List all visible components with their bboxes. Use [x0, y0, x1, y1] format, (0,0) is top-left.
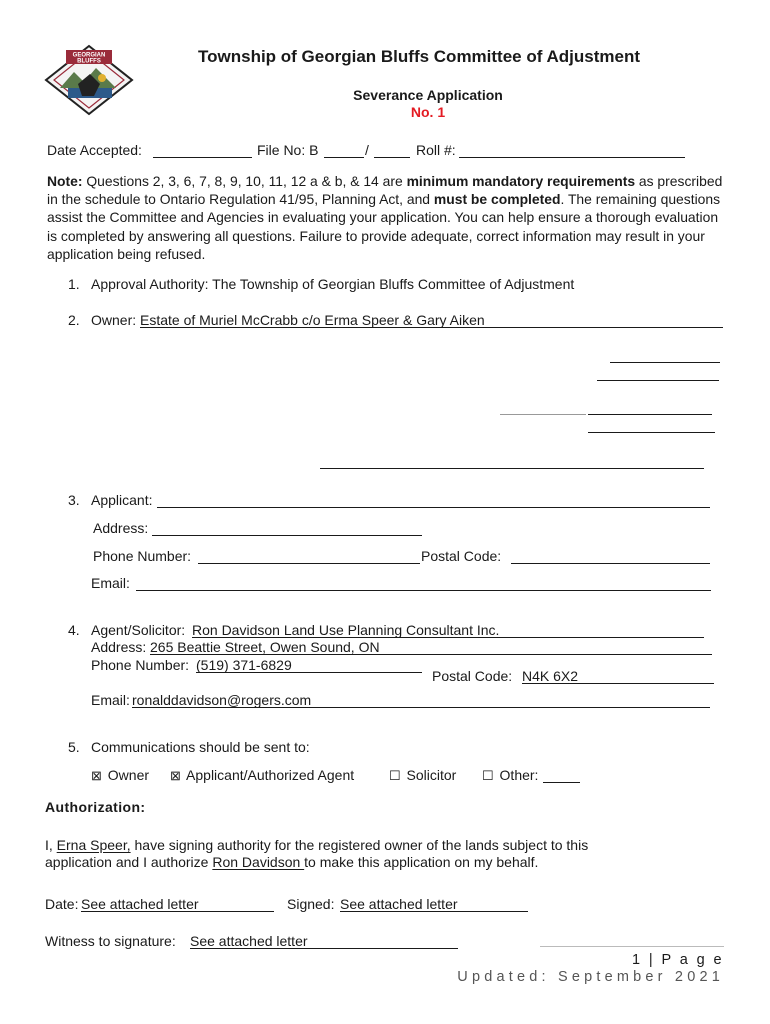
agent-postal-label: Postal Code: — [432, 668, 513, 684]
auth-line2-suffix: to make this application on my behalf. — [304, 854, 539, 870]
note-text-1: Questions 2, 3, 6, 7, 8, 9, 10, 11, 12 a & b, & 14 are — [82, 173, 407, 189]
applicant-address-label: Address: — [93, 520, 149, 536]
option-other[interactable] — [482, 767, 538, 784]
logo-text-top: GEORGIAN — [72, 52, 106, 59]
page-title: Township of Georgian Bluffs Committee of Adjustment — [198, 47, 640, 66]
date-accepted-field[interactable] — [153, 157, 252, 158]
owner-checkbox[interactable]: ⊠ — [91, 768, 102, 783]
option-applicant-agent[interactable] — [170, 767, 354, 784]
owner-label: Owner: — [91, 312, 137, 328]
date-label: Date: — [45, 896, 79, 912]
page-number: 1 | P a g e — [632, 952, 724, 968]
footer-divider — [540, 946, 724, 947]
applicant-email-field[interactable] — [136, 590, 711, 591]
applicant-label: Applicant: — [91, 492, 153, 508]
option-owner[interactable] — [91, 767, 149, 784]
option-solicitor[interactable] — [389, 767, 456, 784]
agent-email-value: ronalddavidson@rogers.com — [132, 692, 312, 708]
note-label: Note: — [47, 173, 83, 189]
owner-extra-line-4[interactable] — [588, 432, 715, 433]
roll-field[interactable] — [459, 157, 685, 158]
other-field[interactable] — [543, 782, 580, 783]
other-option-label: Other: — [499, 767, 539, 783]
applicant-address-field[interactable] — [152, 535, 422, 536]
auth-line2-prefix: application and I authorize — [45, 854, 213, 870]
authorization-line-2 — [45, 854, 538, 870]
owner-value: Estate of Muriel McCrabb c/o Erma Speer & Gary Aiken — [140, 312, 485, 328]
agent-email-field[interactable] — [132, 707, 710, 708]
signed-field[interactable] — [340, 911, 528, 912]
note-bold-1: minimum mandatory requirements — [406, 173, 636, 189]
agent-label: Agent/Solicitor: — [91, 622, 186, 638]
agent-value: Ron Davidson Land Use Planning Consultant Inc. — [192, 622, 500, 638]
note-bold-2: must be completed — [433, 191, 561, 208]
roll-label: Roll #: — [416, 142, 456, 158]
updated-date: Updated: September 2021 — [457, 969, 724, 985]
note-text-3: . The remaining questions assist the Committee and Agencies in evaluating your application. You can help ensure a thorough evaluation is completed by answering all questions. Failure to provide adequate, correct information may result in your application being refused. — [47, 191, 721, 262]
agent-phone-value: (519) 371-6829 — [196, 657, 292, 673]
q3-number: 3. — [68, 492, 80, 508]
agent-address-field[interactable] — [150, 654, 712, 655]
q5-text: Communications should be sent to: — [91, 739, 310, 755]
owner-extra-line-3a[interactable] — [500, 414, 586, 415]
date-field[interactable] — [81, 911, 274, 912]
owner-option-label: Owner — [107, 767, 150, 783]
q1-text: Approval Authority: The Township of Georgian Bluffs Committee of Adjustment — [91, 276, 575, 292]
applicant-phone-label: Phone Number: — [93, 548, 192, 564]
authorizer-name: Erna Speer, — [56, 837, 131, 853]
applicant-phone-field[interactable] — [198, 563, 420, 564]
q5-number: 5. — [68, 739, 80, 755]
note-paragraph — [47, 172, 727, 263]
applicant-postal-label: Postal Code: — [421, 548, 502, 564]
date-accepted-label: Date Accepted: — [47, 142, 142, 158]
signed-label: Signed: — [287, 896, 335, 912]
witness-value: See attached letter — [190, 933, 308, 949]
witness-field[interactable] — [190, 948, 458, 949]
owner-extra-line-1[interactable] — [610, 362, 720, 363]
application-number: No. 1 — [410, 104, 446, 120]
owner-extra-line-5[interactable] — [320, 468, 704, 469]
file-no-field-a[interactable] — [324, 157, 364, 158]
authorization-heading: Authorization: — [45, 799, 146, 815]
agent-postal-field[interactable] — [522, 683, 714, 684]
solicitor-option-label: Solicitor — [406, 767, 457, 783]
application-subtitle: Severance Application — [353, 87, 503, 103]
owner-extra-line-2[interactable] — [597, 380, 719, 381]
applicant-field[interactable] — [157, 507, 710, 508]
q2-number: 2. — [68, 312, 80, 328]
authorization-line-1 — [45, 837, 588, 853]
signed-value: See attached letter — [340, 896, 458, 912]
note-text-2: as prescribed in the schedule to Ontario Regulation 41/95, Planning Act, and — [47, 173, 723, 208]
other-checkbox[interactable]: ☐ — [482, 768, 494, 783]
agent-address-value: 265 Beattie Street, Owen Sound, ON — [150, 639, 380, 655]
owner-extra-line-3b[interactable] — [588, 414, 712, 415]
agent-email-label: Email: — [91, 692, 130, 708]
q1-number: 1. — [68, 276, 80, 292]
auth-line1-suffix: have signing authority for the registered owner of the lands subject to this — [130, 837, 589, 853]
authorized-agent-name: Ron Davidson — [212, 854, 305, 870]
agent-phone-label: Phone Number: — [91, 657, 190, 673]
agent-field[interactable] — [192, 637, 704, 638]
file-no-field-b[interactable] — [374, 157, 410, 158]
q4-number: 4. — [68, 622, 80, 638]
applicant-agent-option-label: Applicant/Authorized Agent — [186, 767, 355, 783]
applicant-postal-field[interactable] — [511, 563, 710, 564]
applicant-agent-checkbox[interactable]: ⊠ — [170, 768, 181, 783]
file-no-label: File No: B — [257, 142, 319, 158]
owner-field[interactable] — [140, 327, 723, 328]
applicant-email-label: Email: — [91, 575, 130, 591]
solicitor-checkbox[interactable]: ☐ — [389, 768, 401, 783]
file-no-slash: / — [365, 142, 369, 158]
agent-address-label: Address: — [91, 639, 147, 655]
witness-label: Witness to signature: — [45, 933, 176, 949]
agent-postal-value: N4K 6X2 — [522, 668, 579, 684]
date-value: See attached letter — [81, 896, 199, 912]
auth-line1-prefix: I, — [45, 837, 57, 853]
logo-text-bottom: BLUFFS — [77, 58, 101, 65]
agent-phone-field[interactable] — [196, 672, 422, 673]
